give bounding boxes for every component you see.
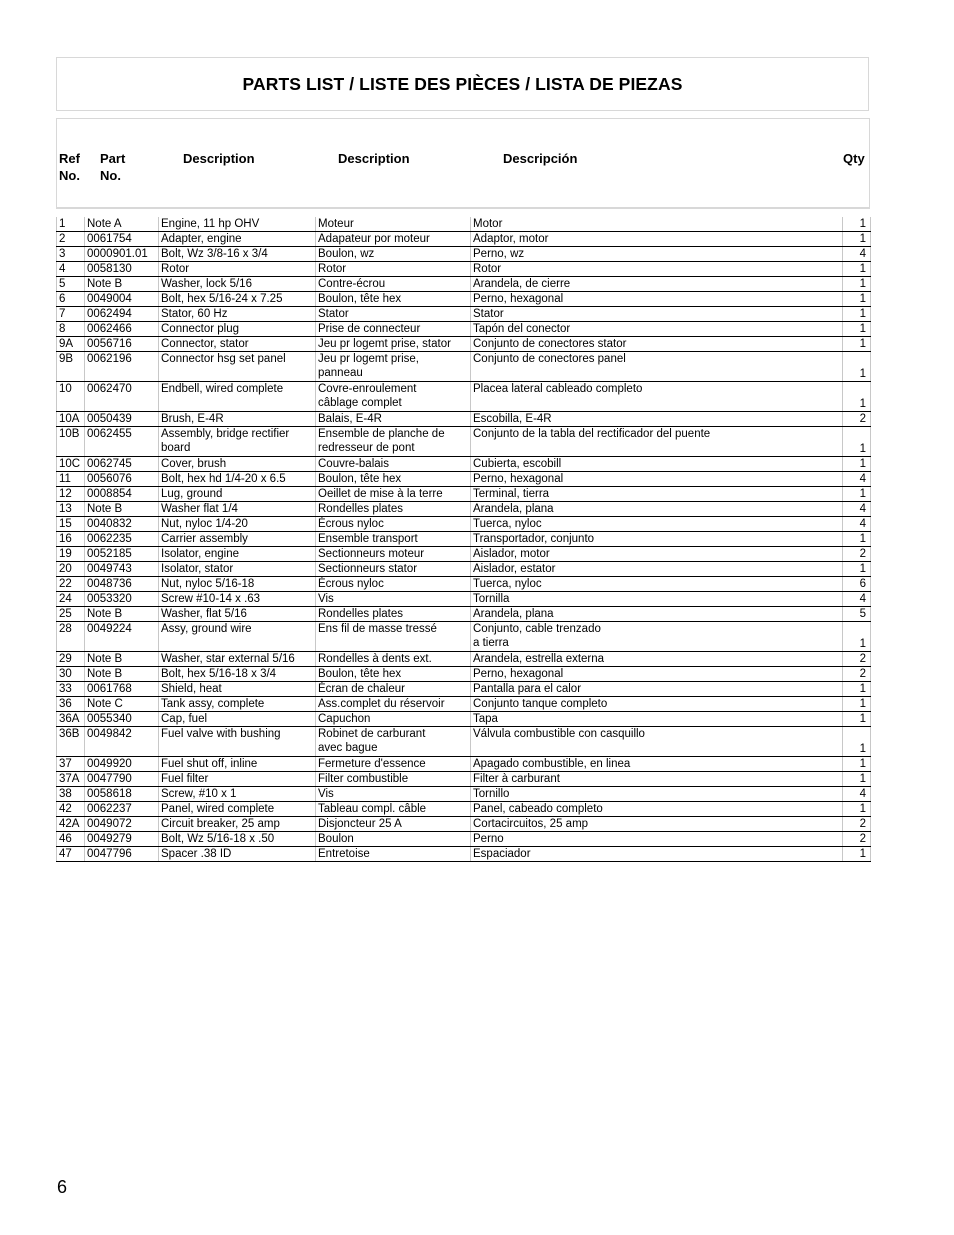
- ref-cell: 8: [57, 322, 85, 337]
- description-fr-cell: Jeu pr logemt prise, stator: [316, 337, 471, 352]
- ref-cell: 24: [57, 592, 85, 607]
- description-en-cell: Connector plug: [159, 322, 316, 337]
- header-qty: Qty: [843, 151, 865, 166]
- description-es-cell: Arandela, plana: [471, 502, 843, 517]
- qty-cell: 1: [843, 217, 871, 232]
- part-no-cell: 0049743: [85, 562, 159, 577]
- ref-cell: 25: [57, 607, 85, 622]
- description-es-cell: Arandela, plana: [471, 607, 843, 622]
- description-es-cell: Transportador, conjunto: [471, 532, 843, 547]
- qty-cell: 1: [843, 727, 871, 757]
- description-es-cell: Conjunto de conectores panel: [471, 352, 843, 382]
- description-fr-cell: Jeu pr logemt prise, panneau: [316, 352, 471, 382]
- table-row: [57, 412, 871, 427]
- title-box: [56, 57, 869, 111]
- ref-cell: 36B: [57, 727, 85, 757]
- part-no-cell: 0062237: [85, 802, 159, 817]
- ref-cell: 1: [57, 217, 85, 232]
- part-no-cell: 0049004: [85, 292, 159, 307]
- description-es-cell: Cubierta, escobill: [471, 457, 843, 472]
- qty-cell: 1: [843, 562, 871, 577]
- description-en-cell: Cap, fuel: [159, 712, 316, 727]
- part-no-cell: 0062196: [85, 352, 159, 382]
- part-no-cell: Note B: [85, 667, 159, 682]
- qty-cell: 1: [843, 697, 871, 712]
- description-fr-cell: Sectionneurs moteur: [316, 547, 471, 562]
- table-row: [57, 727, 871, 757]
- description-en-cell: Bolt, hex hd 1/4-20 x 6.5: [159, 472, 316, 487]
- description-en-cell: Screw #10-14 x .63: [159, 592, 316, 607]
- table-row: [57, 652, 871, 667]
- description-fr-cell: Rondelles à dents ext.: [316, 652, 471, 667]
- description-en-cell: Bolt, Wz 5/16-18 x .50: [159, 832, 316, 847]
- parts-table-body: [57, 217, 871, 862]
- part-no-cell: 0047790: [85, 772, 159, 787]
- description-es-cell: Tornilla: [471, 592, 843, 607]
- table-row: [57, 787, 871, 802]
- description-en-cell: Bolt, hex 5/16-24 x 7.25: [159, 292, 316, 307]
- description-es-cell: Válvula combustible con casquillo: [471, 727, 843, 757]
- table-row: [57, 847, 871, 862]
- ref-cell: 9B: [57, 352, 85, 382]
- description-es-cell: Perno, hexagonal: [471, 292, 843, 307]
- table-row: [57, 262, 871, 277]
- description-fr-cell: Rondelles plates: [316, 502, 471, 517]
- table-row: [57, 292, 871, 307]
- qty-cell: 1: [843, 772, 871, 787]
- description-en-cell: Panel, wired complete: [159, 802, 316, 817]
- table-row: [57, 427, 871, 457]
- description-fr-cell: Disjoncteur 25 A: [316, 817, 471, 832]
- ref-cell: 42: [57, 802, 85, 817]
- description-es-cell: Perno, hexagonal: [471, 472, 843, 487]
- qty-cell: 2: [843, 667, 871, 682]
- part-no-cell: 0062470: [85, 382, 159, 412]
- description-fr-cell: Ass.complet du réservoir: [316, 697, 471, 712]
- qty-cell: 1: [843, 307, 871, 322]
- description-fr-cell: Boulon: [316, 832, 471, 847]
- qty-cell: 2: [843, 817, 871, 832]
- description-en-cell: Connector, stator: [159, 337, 316, 352]
- part-no-cell: 0062745: [85, 457, 159, 472]
- qty-cell: 4: [843, 472, 871, 487]
- description-fr-cell: Entretoise: [316, 847, 471, 862]
- table-row: [57, 487, 871, 502]
- description-fr-cell: Oeillet de mise à la terre: [316, 487, 471, 502]
- description-fr-cell: Balais, E-4R: [316, 412, 471, 427]
- description-fr-cell: Couvre-balais: [316, 457, 471, 472]
- description-en-cell: Circuit breaker, 25 amp: [159, 817, 316, 832]
- table-row: [57, 667, 871, 682]
- table-row: [57, 352, 871, 382]
- table-row: [57, 562, 871, 577]
- description-en-cell: Assy, ground wire: [159, 622, 316, 652]
- description-es-cell: Arandela, estrella externa: [471, 652, 843, 667]
- qty-cell: 4: [843, 787, 871, 802]
- description-en-cell: Nut, nyloc 1/4-20: [159, 517, 316, 532]
- description-en-cell: Endbell, wired complete: [159, 382, 316, 412]
- ref-cell: 10: [57, 382, 85, 412]
- header-part-no: Part No.: [100, 151, 126, 183]
- description-es-cell: Apagado combustible, en linea: [471, 757, 843, 772]
- description-en-cell: Washer, flat 5/16: [159, 607, 316, 622]
- description-es-cell: Cortacircuitos, 25 amp: [471, 817, 843, 832]
- description-es-cell: Motor: [471, 217, 843, 232]
- description-en-cell: Shield, heat: [159, 682, 316, 697]
- ref-cell: 22: [57, 577, 85, 592]
- part-no-cell: 0049072: [85, 817, 159, 832]
- description-fr-cell: Ensemble de planche de redresseur de pont: [316, 427, 471, 457]
- qty-cell: 1: [843, 322, 871, 337]
- description-fr-cell: Écrous nyloc: [316, 517, 471, 532]
- ref-cell: 4: [57, 262, 85, 277]
- qty-cell: 2: [843, 652, 871, 667]
- description-en-cell: Screw, #10 x 1: [159, 787, 316, 802]
- table-row: [57, 337, 871, 352]
- description-es-cell: Tapa: [471, 712, 843, 727]
- page-title: PARTS LIST / LISTE DES PIÈCES / LISTA DE PIEZAS: [242, 73, 683, 94]
- description-fr-cell: Prise de connecteur: [316, 322, 471, 337]
- table-row: [57, 502, 871, 517]
- qty-cell: 1: [843, 382, 871, 412]
- qty-cell: 4: [843, 517, 871, 532]
- table-header: [56, 118, 870, 209]
- qty-cell: 1: [843, 802, 871, 817]
- description-es-cell: Conjunto de conectores stator: [471, 337, 843, 352]
- table-row: [57, 517, 871, 532]
- part-no-cell: 0050439: [85, 412, 159, 427]
- description-es-cell: Conjunto, cable trenzado a tierra: [471, 622, 843, 652]
- description-fr-cell: Tableau compl. câble: [316, 802, 471, 817]
- description-es-cell: Conjunto de la tabla del rectificador del puente: [471, 427, 843, 457]
- part-no-cell: 0062494: [85, 307, 159, 322]
- description-fr-cell: Boulon, tête hex: [316, 292, 471, 307]
- table-row: [57, 802, 871, 817]
- description-en-cell: Rotor: [159, 262, 316, 277]
- part-no-cell: Note C: [85, 697, 159, 712]
- table-row: [57, 682, 871, 697]
- qty-cell: 1: [843, 292, 871, 307]
- table-row: [57, 622, 871, 652]
- description-en-cell: Isolator, engine: [159, 547, 316, 562]
- table-row: [57, 532, 871, 547]
- table-row: [57, 832, 871, 847]
- table-row: [57, 232, 871, 247]
- ref-cell: 16: [57, 532, 85, 547]
- qty-cell: 1: [843, 232, 871, 247]
- ref-cell: 33: [57, 682, 85, 697]
- qty-cell: 1: [843, 427, 871, 457]
- qty-cell: 4: [843, 502, 871, 517]
- ref-cell: 10B: [57, 427, 85, 457]
- ref-cell: 28: [57, 622, 85, 652]
- ref-cell: 10A: [57, 412, 85, 427]
- ref-cell: 12: [57, 487, 85, 502]
- description-en-cell: Cover, brush: [159, 457, 316, 472]
- description-en-cell: Nut, nyloc 5/16-18: [159, 577, 316, 592]
- description-fr-cell: Filter combustible: [316, 772, 471, 787]
- table-row: [57, 547, 871, 562]
- ref-cell: 2: [57, 232, 85, 247]
- description-fr-cell: Robinet de carburant avec bague: [316, 727, 471, 757]
- page-number: 6: [57, 1177, 68, 1197]
- description-es-cell: Aislador, motor: [471, 547, 843, 562]
- description-fr-cell: Rotor: [316, 262, 471, 277]
- part-no-cell: 0055340: [85, 712, 159, 727]
- description-en-cell: Washer flat 1/4: [159, 502, 316, 517]
- description-es-cell: Pantalla para el calor: [471, 682, 843, 697]
- qty-cell: 1: [843, 682, 871, 697]
- qty-cell: 5: [843, 607, 871, 622]
- description-en-cell: Isolator, stator: [159, 562, 316, 577]
- description-fr-cell: Écrous nyloc: [316, 577, 471, 592]
- description-es-cell: Perno, hexagonal: [471, 667, 843, 682]
- description-es-cell: Placea lateral cableado completo: [471, 382, 843, 412]
- description-fr-cell: Vis: [316, 592, 471, 607]
- description-en-cell: Connector hsg set panel: [159, 352, 316, 382]
- description-en-cell: Bolt, hex 5/16-18 x 3/4: [159, 667, 316, 682]
- qty-cell: 4: [843, 592, 871, 607]
- description-es-cell: Conjunto tanque completo: [471, 697, 843, 712]
- description-es-cell: Arandela, de cierre: [471, 277, 843, 292]
- part-no-cell: 0061754: [85, 232, 159, 247]
- header-ref-no: Ref No.: [59, 151, 80, 183]
- part-no-cell: 0056716: [85, 337, 159, 352]
- ref-cell: 7: [57, 307, 85, 322]
- part-no-cell: 0056076: [85, 472, 159, 487]
- part-no-cell: Note B: [85, 277, 159, 292]
- ref-cell: 13: [57, 502, 85, 517]
- qty-cell: 2: [843, 412, 871, 427]
- part-no-cell: 0048736: [85, 577, 159, 592]
- qty-cell: 1: [843, 622, 871, 652]
- description-fr-cell: Boulon, tête hex: [316, 667, 471, 682]
- qty-cell: 1: [843, 457, 871, 472]
- ref-cell: 37A: [57, 772, 85, 787]
- table-row: [57, 247, 871, 262]
- description-fr-cell: Capuchon: [316, 712, 471, 727]
- part-no-cell: Note A: [85, 217, 159, 232]
- description-en-cell: Carrier assembly: [159, 532, 316, 547]
- ref-cell: 10C: [57, 457, 85, 472]
- qty-cell: 1: [843, 757, 871, 772]
- ref-cell: 6: [57, 292, 85, 307]
- part-no-cell: 0062455: [85, 427, 159, 457]
- description-es-cell: Tornillo: [471, 787, 843, 802]
- description-en-cell: Engine, 11 hp OHV: [159, 217, 316, 232]
- description-en-cell: Assembly, bridge rectifier board: [159, 427, 316, 457]
- qty-cell: 1: [843, 532, 871, 547]
- part-no-cell: Note B: [85, 652, 159, 667]
- ref-cell: 36A: [57, 712, 85, 727]
- description-en-cell: Lug, ground: [159, 487, 316, 502]
- ref-cell: 9A: [57, 337, 85, 352]
- table-row: [57, 817, 871, 832]
- qty-cell: 1: [843, 487, 871, 502]
- description-en-cell: Tank assy, complete: [159, 697, 316, 712]
- description-fr-cell: Boulon, wz: [316, 247, 471, 262]
- part-no-cell: 0000901.01: [85, 247, 159, 262]
- ref-cell: 11: [57, 472, 85, 487]
- description-en-cell: Adapter, engine: [159, 232, 316, 247]
- description-fr-cell: Rondelles plates: [316, 607, 471, 622]
- qty-cell: 1: [843, 262, 871, 277]
- description-es-cell: Tuerca, nyloc: [471, 517, 843, 532]
- description-fr-cell: Ens fil de masse tressé: [316, 622, 471, 652]
- description-en-cell: Fuel filter: [159, 772, 316, 787]
- description-fr-cell: Vis: [316, 787, 471, 802]
- part-no-cell: 0049224: [85, 622, 159, 652]
- part-no-cell: 0049279: [85, 832, 159, 847]
- description-es-cell: Perno, wz: [471, 247, 843, 262]
- qty-cell: 1: [843, 277, 871, 292]
- description-en-cell: Washer, lock 5/16: [159, 277, 316, 292]
- part-no-cell: 0053320: [85, 592, 159, 607]
- ref-cell: 47: [57, 847, 85, 862]
- table-row: [57, 592, 871, 607]
- description-es-cell: Espaciador: [471, 847, 843, 862]
- description-es-cell: Rotor: [471, 262, 843, 277]
- description-fr-cell: Contre-écrou: [316, 277, 471, 292]
- table-row: [57, 607, 871, 622]
- table-row: [57, 382, 871, 412]
- part-no-cell: 0040832: [85, 517, 159, 532]
- description-en-cell: Bolt, Wz 3/8-16 x 3/4: [159, 247, 316, 262]
- table-row: [57, 772, 871, 787]
- part-no-cell: 0047796: [85, 847, 159, 862]
- part-no-cell: 0062466: [85, 322, 159, 337]
- part-no-cell: 0049842: [85, 727, 159, 757]
- qty-cell: 1: [843, 712, 871, 727]
- part-no-cell: Note B: [85, 607, 159, 622]
- table-row: [57, 217, 871, 232]
- qty-cell: 2: [843, 547, 871, 562]
- description-fr-cell: Écran de chaleur: [316, 682, 471, 697]
- description-en-cell: Fuel shut off, inline: [159, 757, 316, 772]
- description-en-cell: Washer, star external 5/16: [159, 652, 316, 667]
- ref-cell: 38: [57, 787, 85, 802]
- ref-cell: 15: [57, 517, 85, 532]
- description-fr-cell: Moteur: [316, 217, 471, 232]
- table-row: [57, 712, 871, 727]
- ref-cell: 19: [57, 547, 85, 562]
- table-row: [57, 577, 871, 592]
- description-es-cell: Terminal, tierra: [471, 487, 843, 502]
- part-no-cell: 0008854: [85, 487, 159, 502]
- table-row: [57, 472, 871, 487]
- description-es-cell: Tapón del conector: [471, 322, 843, 337]
- description-es-cell: Panel, cabeado completo: [471, 802, 843, 817]
- qty-cell: 1: [843, 337, 871, 352]
- table-row: [57, 697, 871, 712]
- ref-cell: 36: [57, 697, 85, 712]
- qty-cell: 2: [843, 832, 871, 847]
- table-row: [57, 322, 871, 337]
- parts-table: [56, 217, 871, 862]
- header-description-en: Description: [183, 151, 255, 166]
- qty-cell: 6: [843, 577, 871, 592]
- description-en-cell: Stator, 60 Hz: [159, 307, 316, 322]
- description-es-cell: Perno: [471, 832, 843, 847]
- ref-cell: 37: [57, 757, 85, 772]
- description-es-cell: Filter à carburant: [471, 772, 843, 787]
- description-fr-cell: Fermeture d'essence: [316, 757, 471, 772]
- header-description-fr: Description: [338, 151, 410, 166]
- description-es-cell: Stator: [471, 307, 843, 322]
- ref-cell: 5: [57, 277, 85, 292]
- table-row: [57, 307, 871, 322]
- description-fr-cell: Covre-enroulement câblage complet: [316, 382, 471, 412]
- description-en-cell: Brush, E-4R: [159, 412, 316, 427]
- description-es-cell: Aislador, estator: [471, 562, 843, 577]
- ref-cell: 30: [57, 667, 85, 682]
- part-no-cell: 0061768: [85, 682, 159, 697]
- part-no-cell: 0058618: [85, 787, 159, 802]
- part-no-cell: Note B: [85, 502, 159, 517]
- ref-cell: 29: [57, 652, 85, 667]
- part-no-cell: 0052185: [85, 547, 159, 562]
- part-no-cell: 0062235: [85, 532, 159, 547]
- table-row: [57, 757, 871, 772]
- table-row: [57, 277, 871, 292]
- description-fr-cell: Boulon, tête hex: [316, 472, 471, 487]
- description-en-cell: Fuel valve with bushing: [159, 727, 316, 757]
- description-fr-cell: Adapateur por moteur: [316, 232, 471, 247]
- description-fr-cell: Stator: [316, 307, 471, 322]
- qty-cell: 4: [843, 247, 871, 262]
- description-fr-cell: Sectionneurs stator: [316, 562, 471, 577]
- description-es-cell: Escobilla, E-4R: [471, 412, 843, 427]
- ref-cell: 20: [57, 562, 85, 577]
- part-no-cell: 0049920: [85, 757, 159, 772]
- header-description-es: Descripción: [503, 151, 578, 166]
- qty-cell: 1: [843, 847, 871, 862]
- table-row: [57, 457, 871, 472]
- description-en-cell: Spacer .38 ID: [159, 847, 316, 862]
- qty-cell: 1: [843, 352, 871, 382]
- description-fr-cell: Ensemble transport: [316, 532, 471, 547]
- description-es-cell: Adaptor, motor: [471, 232, 843, 247]
- part-no-cell: 0058130: [85, 262, 159, 277]
- ref-cell: 3: [57, 247, 85, 262]
- ref-cell: 46: [57, 832, 85, 847]
- description-es-cell: Tuerca, nyloc: [471, 577, 843, 592]
- ref-cell: 42A: [57, 817, 85, 832]
